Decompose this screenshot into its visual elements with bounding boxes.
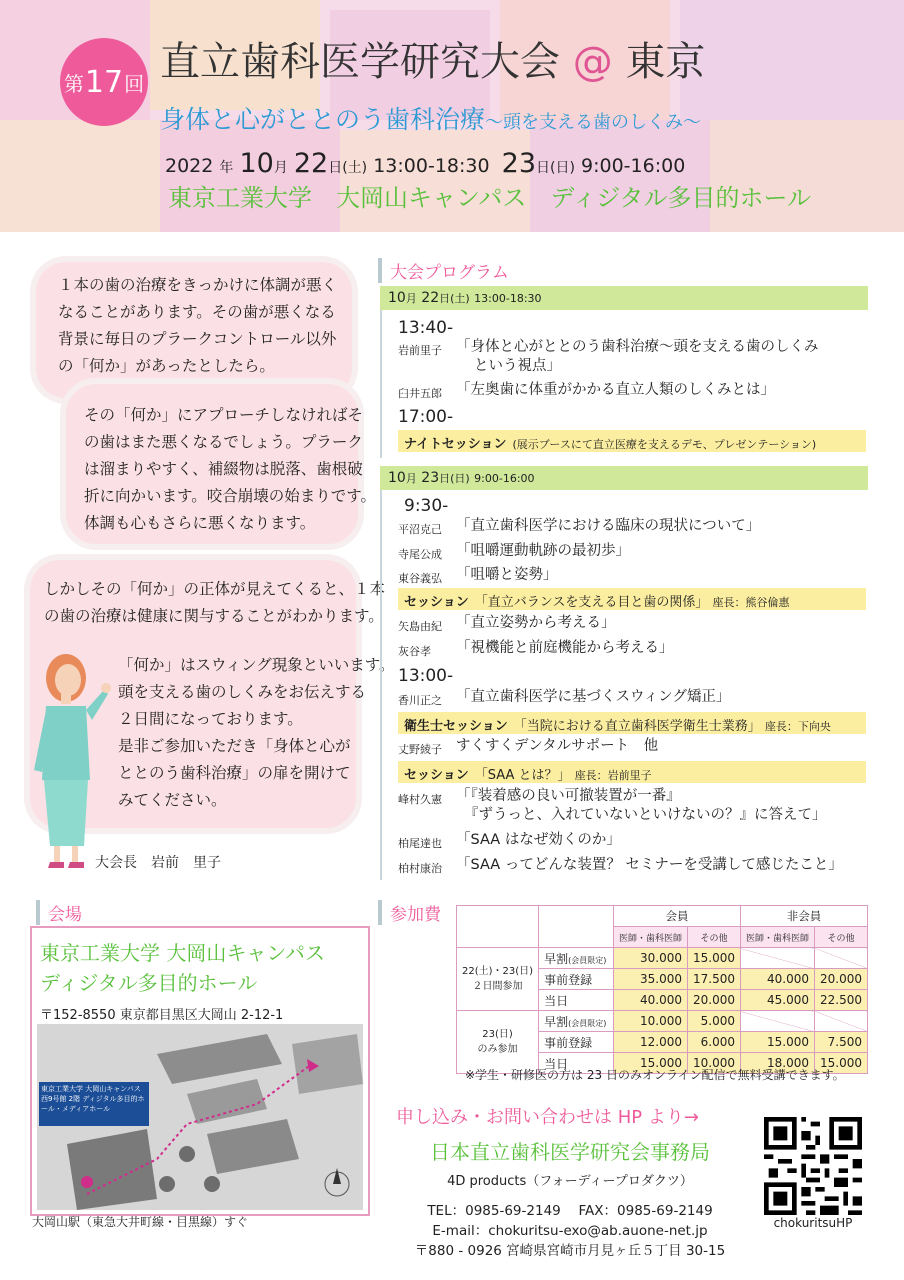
month-unit: 月 [273,160,288,176]
speaker-name: 東谷義弘 [398,572,442,585]
session-label: 衛生士セッション [404,719,508,734]
fee-type-note: (会員限定) [568,1018,607,1028]
speaker-name: 灰谷孝 [398,645,431,658]
message-line: みてください。 [118,791,227,809]
email-address[interactable]: E-mail：chokuritsu-exo@ab.auone-net.jp [432,1223,708,1239]
fee-header-member: 会員 [613,906,740,927]
venue-name-line1: 東京工業大学 大岡山キャンパス [40,941,325,965]
fee-header-other: その他 [815,927,868,948]
talk-title: 「身体と心がととのう歯科治療〜頭を支える歯のしくみ [456,339,819,355]
subtitle-main: 身体と心がととのう歯科治療 [160,105,486,134]
message-line: 「何か」はスウィング現象といいます。 [118,656,395,674]
day2: 23 [501,148,537,179]
time-slot: 13:00- [398,666,454,686]
fee-type-label: 早割 [544,1014,569,1029]
fee-type-early [539,1011,614,1032]
speaker-name: 柏村康治 [398,862,442,875]
day1-time: 13:00-18:30 [373,155,490,177]
fee-cell: 20.000 [815,969,868,990]
fee-heading: 参加費 [378,900,441,925]
fee-cell: 10.000 [687,1053,740,1074]
venue-heading: 会場 [36,900,82,925]
fee-cell: 15.000 [613,1053,687,1074]
year: 2022 [165,155,214,177]
fee-group-2day [457,948,539,1011]
message-line: 是非ご参加いただき「身体と心が [118,737,351,755]
day1-unit: 日(土) [328,160,368,176]
fee-group-label: のみ参加 [477,1044,518,1055]
session-chair: 座長：岩前里子 [574,769,652,782]
phone-fax: TEL：0985-69-2149 FAX：0985-69-2149 [427,1203,713,1219]
talk-title: 「左奥歯に体重がかかる直立人類のしくみとは」 [456,382,775,398]
message-line: なることがあります。その歯が悪くなる [58,303,336,321]
talk-title: 「直立歯科医学に基づくスウィング矯正」 [456,689,731,705]
message-line: 背景に毎日のプラークコントロール以外 [58,330,337,348]
venue-headline: 東京工業大学 大岡山キャンパス ディジタル多目的ホール [168,184,811,212]
fee-cell: 7.500 [815,1032,868,1053]
fee-corner [457,906,539,948]
fee-cell: 5.000 [687,1011,740,1032]
day1: 22 [293,148,329,179]
message-line: しかしその「何か」の正体が見えてくると、１本 [44,580,386,598]
day2-bar [380,466,868,490]
fee-type-early [539,948,614,969]
fee-cell: 10.000 [613,1011,687,1032]
talk-title: 「『装着感の良い可撤装置が一番』 [456,788,681,804]
talk-title: すくすくデンタルサポート 他 [456,738,659,754]
speaker-name: 平沼克己 [398,523,442,536]
day2-unit: 日(日) [536,160,575,176]
message-line: その「何か」にアプローチしなければそ [84,406,364,424]
fee-cell: 22.500 [815,990,868,1011]
speaker-name: 寺尾公成 [398,548,442,561]
session-label: セッション [404,768,469,783]
fee-note: ※学生・研修医の方は 23 日のみオンライン配信で無料受講できます。 [465,1068,845,1082]
fee-group-1day [457,1011,539,1074]
fee-cell: 40.000 [740,969,814,990]
organizer-info [380,1136,760,1261]
session-label: セッション [404,595,469,610]
fee-group-label: ２日間参加 [472,981,523,992]
message-line: 頭を支える歯のしくみをお伝えする [118,683,367,701]
venue-name [40,938,325,998]
month: 10 [239,148,274,179]
fee-corner [539,906,614,948]
fee-cell: 12.000 [613,1032,687,1053]
message-line: は溜まりやすく、補綴物は脱落、歯根破 [84,460,363,478]
venue-address: 〒152-8550 東京都目黒区大岡山 2-12-1 [40,1008,284,1023]
fee-cell-empty [740,1011,814,1032]
speaker-name: 矢島由紀 [398,620,442,633]
fee-type-door: 当日 [539,990,614,1011]
talk-title: 「視機能と前庭機能から考える」 [456,640,674,656]
edition-number: 17 [84,64,124,100]
subtitle-sub: 〜頭を支える歯のしくみ〜 [485,112,702,133]
speaker-name: 香川正之 [398,694,442,707]
fee-type-label: 早割 [544,951,569,966]
speaker-name: 臼井五郎 [398,387,442,400]
talk-title: 「SAA ってどんな装置？ セミナーを受講して感じたこと」 [456,857,843,873]
fee-type-preregister: 事前登録 [539,969,614,990]
fee-type-door: 当日 [539,1053,614,1074]
president-signature: 大会長 岩前 里子 [95,855,221,871]
day1-bar [380,286,868,310]
message-paragraph-4 [118,652,395,814]
session-title: 「直立バランスを支える目と歯の関係」 [474,595,709,610]
title-city: 東京 [625,39,706,85]
speaker-name: 岩前里子 [398,344,442,357]
speaker-name: 峰村久憲 [398,793,442,806]
session-bar [398,761,866,783]
message-bubble-2 [66,384,377,544]
day2-month-unit: 月 [405,472,417,485]
map-label: 東京工業大学 大岡山キャンパス 西9号館 2階 ディジタル多目的ホール・メディアホール [41,1085,145,1113]
talk-title: 「直立姿勢から考える」 [456,615,616,631]
night-session-bar [398,430,866,452]
day2-day-unit: 日(日) [439,472,470,485]
event-dates [165,148,685,179]
map-graphic-icon [37,1024,363,1210]
message-line: 折に向かいます。咬合崩壊の始まりです。 [84,487,377,505]
time-slot: 9:30- [404,496,449,516]
fee-cell: 40.000 [613,990,687,1011]
message-paragraph-3 [44,576,386,630]
fee-group-label: 22(土)・23(日) [462,966,534,977]
talk-title: 「咀嚼と姿勢」 [456,567,558,583]
header-banner [0,0,904,232]
contact-details [380,1201,760,1261]
day1-time: 13:00-18:30 [474,292,542,305]
fee-header-doctor: 医師・歯科医師 [613,927,687,948]
qr-code-icon[interactable] [764,1117,862,1215]
lady-illustration-icon [28,650,118,870]
session-title: 「当院における直立歯科医学衛生士業務」 [513,719,761,734]
apply-link[interactable]: 申し込み・お問い合わせは HP より→ [396,1107,699,1128]
session-label: ナイトセッション [404,437,507,452]
talk-title: 「直立歯科医学における臨床の現状について」 [456,518,761,534]
fee-cell-empty [740,948,814,969]
fee-cell: 15.000 [815,1053,868,1074]
fee-header-other: その他 [687,927,740,948]
fee-cell: 15.000 [740,1032,814,1053]
fee-cell: 20.000 [687,990,740,1011]
title-main: 直立歯科医学研究大会 [160,39,560,85]
message-line: 体調も心もさらに悪くなります。 [84,514,316,532]
fee-cell-empty [815,948,868,969]
fee-header-nonmember: 非会員 [740,906,867,927]
talk-title: 『ずうっと、入れていないといけないの？』に答えて」 [464,807,827,823]
venue-map[interactable] [37,1024,363,1210]
edition-suffix: 回 [124,71,145,96]
session-bar [398,588,866,610]
page-title [160,30,705,87]
message-line: の歯の治療は健康に関与することがわかります。 [44,607,384,625]
talk-title: 「咀嚼運動軌跡の最初歩」 [456,543,630,559]
station-info: 大岡山駅（東急大井町線・目黒線）すぐ [32,1215,249,1229]
postal-address: 〒880 - 0926 宮崎県宮崎市月見ヶ丘５丁目 30-15 [414,1243,726,1259]
year-unit: 年 [219,160,234,176]
hygienist-session-bar [398,712,866,734]
fee-cell: 6.000 [687,1032,740,1053]
day2-day: 23 [421,470,440,486]
time-slot: 17:00- [398,407,454,427]
speaker-name: 柏尾達也 [398,837,442,850]
message-line: ２日間になっております。 [118,710,303,728]
session-desc: (展示ブースにて直立医療を支えるデモ、プレゼンテーション) [512,438,817,451]
message-bubble-1 [36,262,352,398]
speaker-name: 丈野綾子 [398,743,442,756]
pattern-block [680,0,904,120]
message-line: の「何か」があったとしたら。 [58,357,275,375]
day2-month: 10 [388,470,406,486]
message-line: の歯はまた悪くなるでしょう。プラーク [84,433,363,451]
program-heading: 大会プログラム [378,258,509,283]
fee-header-doctor: 医師・歯科医師 [740,927,814,948]
fee-cell: 45.000 [740,990,814,1011]
talk-title: という視点」 [474,358,561,374]
organizer-name: 日本直立歯科医学研究会事務局 [430,1140,710,1164]
session-chair: 座長：下向央 [764,720,831,733]
fee-cell: 15.000 [687,948,740,969]
fee-cell: 17.500 [687,969,740,990]
day2-time: 9:00-16:00 [581,155,686,177]
fee-type-note: (会員限定) [568,955,607,965]
fee-cell-empty [815,1011,868,1032]
fee-table [456,905,868,1074]
pattern-block [710,120,904,232]
fee-cell: 18.000 [740,1053,814,1074]
day1-month-unit: 月 [405,292,417,305]
fee-cell: 35.000 [613,969,687,990]
fee-type-preregister: 事前登録 [539,1032,614,1053]
edition-prefix: 第 [63,71,84,96]
venue-name-line2: ディジタル多目的ホール [40,971,258,995]
edition-badge [60,38,148,126]
day1-month: 10 [388,290,406,306]
organizer-subname: 4D products（フォーディープロダクツ） [447,1174,693,1189]
time-slot: 13:40- [398,318,454,338]
day1-day: 22 [421,290,440,306]
message-line: ととのう歯科治療」の扉を開けて [118,764,351,782]
message-line: １本の歯の治療をきっかけに体調が悪く [58,276,338,294]
day2-time: 9:00-16:00 [474,472,535,485]
day1-day-unit: 日(土) [439,292,470,305]
talk-title: 「SAA はなぜ効くのか」 [456,832,621,848]
session-title: 「SAA とは？」 [474,768,571,783]
qr-caption: chokuritsuHP [773,1216,853,1230]
session-chair: 座長：熊谷倫惠 [712,596,790,609]
fee-cell: 30.000 [613,948,687,969]
venue-box [30,926,370,1216]
fee-group-label: 23(日) [482,1029,513,1040]
title-at: @ [572,39,613,85]
subtitle [160,100,701,136]
pattern-block [0,120,160,232]
